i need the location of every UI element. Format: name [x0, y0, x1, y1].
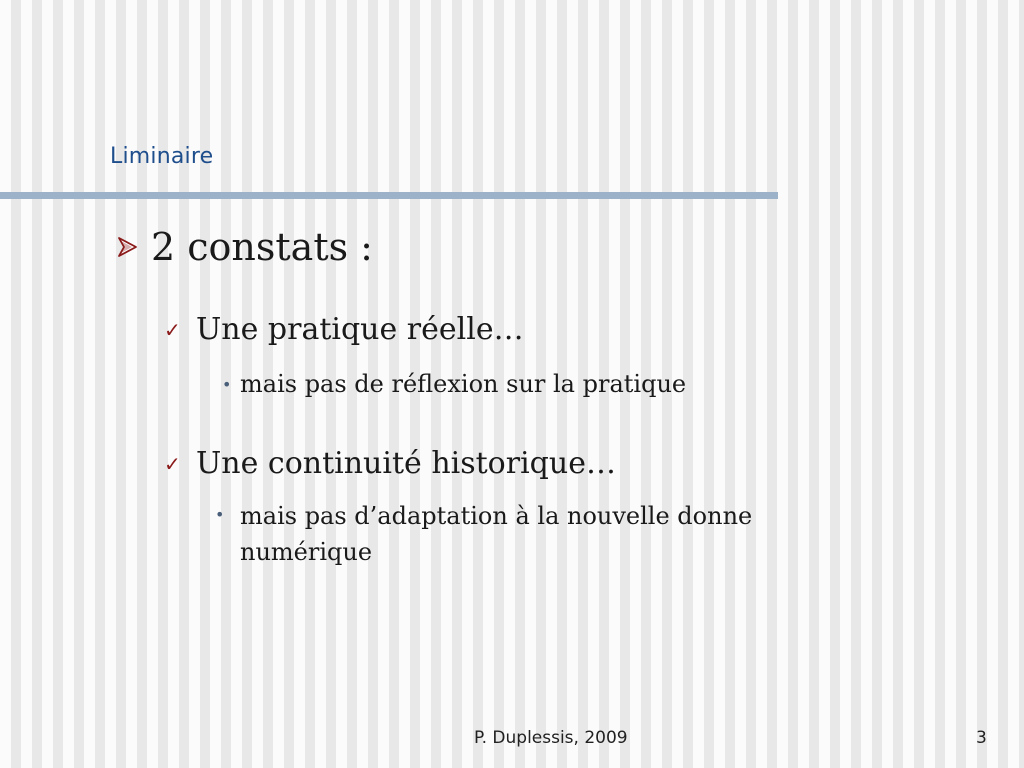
sub-bullet-text: Une pratique réelle…: [196, 312, 524, 347]
detail-bullet-text: mais pas d’adaptation à la nouvelle donne numérique: [240, 502, 753, 566]
checkmark-icon: ✓: [164, 318, 181, 342]
main-bullet-text: 2 constats :: [151, 225, 373, 269]
arrow-bullet-icon: [116, 236, 138, 258]
dot-bullet-icon: •: [215, 505, 225, 524]
footer-author: P. Duplessis, 2009: [474, 728, 628, 748]
title-divider: [0, 192, 778, 199]
sub-bullet-text: Une continuité historique…: [196, 446, 616, 481]
dot-bullet-icon: •: [222, 375, 232, 394]
detail-bullet-text: mais pas de réflexion sur la pratique: [240, 370, 687, 398]
slide-title: Liminaire: [110, 144, 214, 169]
page-number: 3: [976, 728, 987, 748]
checkmark-icon: ✓: [164, 452, 181, 476]
